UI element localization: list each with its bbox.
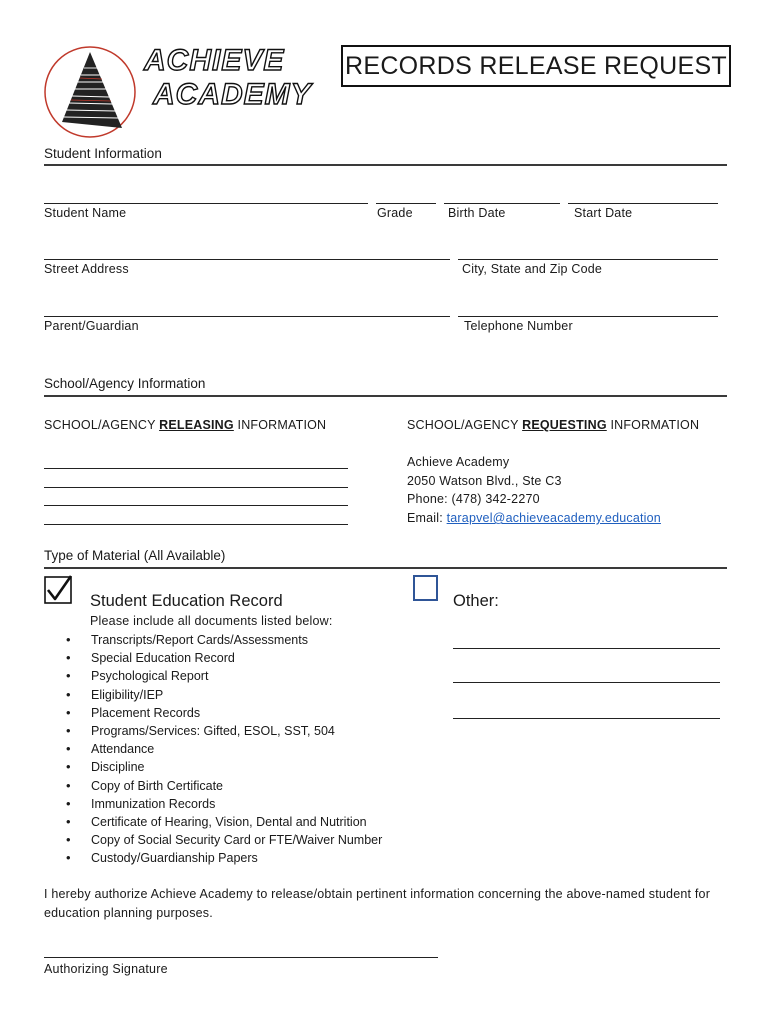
street-address-field[interactable]	[44, 259, 450, 260]
section-divider	[44, 164, 727, 166]
list-item: • Transcripts/Report Cards/Assessments	[66, 631, 382, 649]
releasing-line-1[interactable]	[44, 468, 348, 469]
list-item: • Certificate of Hearing, Vision, Dental and Nutrition	[66, 813, 382, 831]
label-student-name: Student Name	[44, 206, 127, 220]
label-grade: Grade	[377, 206, 413, 220]
requesting-email: Email: tarapvel@achieveacademy.education	[407, 511, 661, 525]
logo	[40, 42, 312, 142]
education-record-instruction: Please include all documents listed below:	[90, 614, 333, 628]
list-item: • Eligibility/IEP	[66, 686, 382, 704]
other-label: Other:	[453, 592, 499, 610]
city-state-zip-field[interactable]	[458, 259, 718, 260]
label-parent-guardian: Parent/Guardian	[44, 319, 139, 333]
label-telephone: Telephone Number	[464, 319, 573, 333]
list-item: • Attendance	[66, 740, 382, 758]
signature-field[interactable]	[44, 957, 438, 958]
logo-text-achieve: ACHIEVE	[144, 44, 285, 77]
requesting-phone: Phone: (478) 342-2270	[407, 492, 540, 506]
other-line-3[interactable]	[453, 718, 720, 719]
label-street-address: Street Address	[44, 262, 129, 276]
list-item: • Copy of Social Security Card or FTE/Waiver Number	[66, 831, 382, 849]
start-date-field[interactable]	[568, 203, 718, 204]
list-item: • Discipline	[66, 758, 382, 776]
label-city-state-zip: City, State and Zip Code	[462, 262, 603, 276]
label-start-date: Start Date	[574, 206, 633, 220]
section-divider	[44, 395, 727, 397]
releasing-line-2[interactable]	[44, 487, 348, 488]
form-title: RECORDS RELEASE REQUEST	[341, 45, 731, 87]
other-line-2[interactable]	[453, 682, 720, 683]
list-item: • Special Education Record	[66, 649, 382, 667]
authorization-text-line-1: I hereby authorize Achieve Academy to release/obtain pertinent information concerning the above-named student for	[44, 887, 711, 901]
list-item: • Placement Records	[66, 704, 382, 722]
empty-checkbox-icon	[412, 574, 440, 602]
requesting-heading: SCHOOL/AGENCY REQUESTING INFORMATION	[407, 418, 700, 432]
email-link[interactable]: tarapvel@achieveacademy.education	[446, 511, 661, 525]
list-item: • Immunization Records	[66, 795, 382, 813]
education-record-checkbox[interactable]	[44, 575, 74, 605]
authorization-text-line-2: education planning purposes.	[44, 906, 213, 920]
pyramid-logo-icon	[40, 42, 140, 142]
section-heading-school: School/Agency Information	[44, 376, 206, 391]
other-checkbox[interactable]	[412, 574, 440, 602]
list-item: • Custody/Guardianship Papers	[66, 849, 382, 867]
releasing-line-3[interactable]	[44, 505, 348, 506]
section-heading-material: Type of Material (All Available)	[44, 548, 226, 563]
label-signature: Authorizing Signature	[44, 962, 168, 976]
education-record-label: Student Education Record	[90, 592, 283, 610]
list-item: • Programs/Services: Gifted, ESOL, SST, 504	[66, 722, 382, 740]
parent-guardian-field[interactable]	[44, 316, 450, 317]
list-item: • Psychological Report	[66, 667, 382, 685]
telephone-field[interactable]	[458, 316, 718, 317]
label-birth-date: Birth Date	[448, 206, 506, 220]
checked-box-icon	[44, 575, 74, 605]
requesting-name: Achieve Academy	[407, 455, 510, 469]
record-items-list	[66, 631, 382, 867]
list-item: • Copy of Birth Certificate	[66, 777, 382, 795]
student-name-field[interactable]	[44, 203, 368, 204]
logo-text-academy: ACADEMY	[153, 78, 312, 111]
section-heading-student: Student Information	[44, 146, 162, 161]
requesting-street: 2050 Watson Blvd., Ste C3	[407, 474, 562, 488]
releasing-heading: SCHOOL/AGENCY RELEASING INFORMATION	[44, 418, 327, 432]
releasing-line-4[interactable]	[44, 524, 348, 525]
grade-field[interactable]	[376, 203, 436, 204]
section-divider	[44, 567, 727, 569]
birth-date-field[interactable]	[444, 203, 560, 204]
other-line-1[interactable]	[453, 648, 720, 649]
